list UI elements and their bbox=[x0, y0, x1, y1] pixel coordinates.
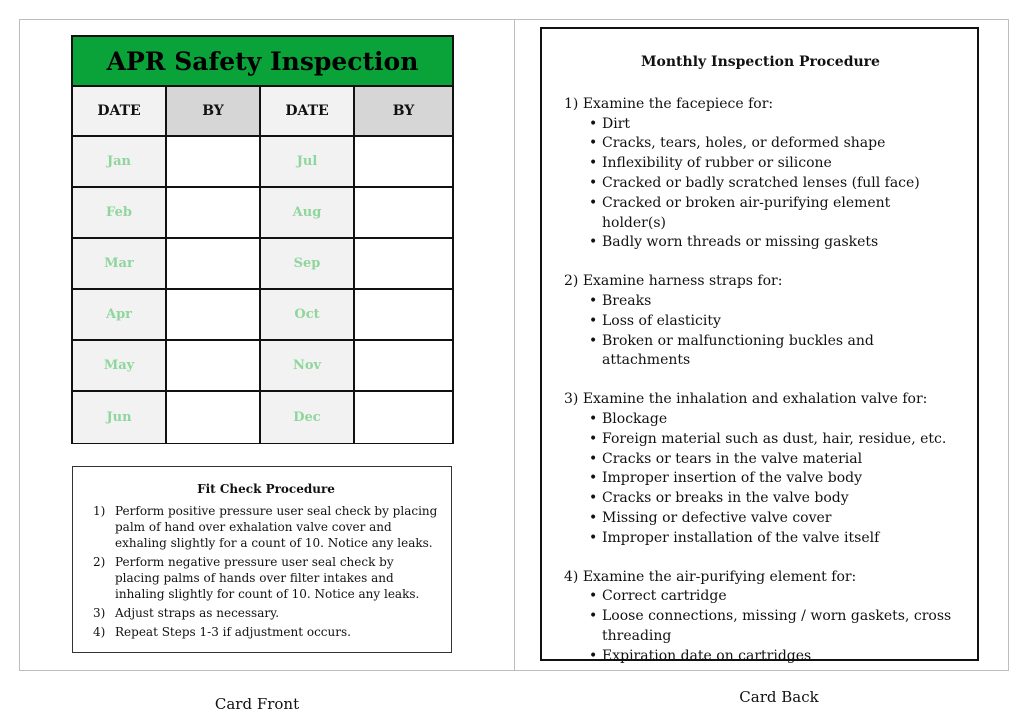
bullet-icon: • bbox=[589, 292, 598, 309]
list-item bbox=[589, 292, 957, 312]
step-number: 4) bbox=[93, 625, 106, 639]
bullet-icon: • bbox=[589, 588, 598, 605]
by-cell-feb[interactable] bbox=[167, 188, 261, 239]
section-heading: 3) Examine the inhalation and exhalation valve for: bbox=[564, 391, 928, 408]
month-cell-apr: Apr bbox=[73, 290, 167, 341]
step-text: Perform positive pressure user seal check by placing palm of hand over exhalation valve cover and exhaling slightly for a count of 10. Notice any leaks. bbox=[115, 504, 438, 550]
bullet-icon: • bbox=[589, 332, 598, 349]
item-text: Loss of elasticity bbox=[602, 312, 721, 329]
bullet-icon: • bbox=[589, 115, 598, 132]
item-text: Foreign material such as dust, hair, residue, etc. bbox=[602, 430, 947, 447]
item-text: Cracks, tears, holes, or deformed shape bbox=[602, 135, 886, 152]
list-item bbox=[589, 607, 957, 647]
section-items bbox=[564, 292, 957, 371]
month-cell-dec: Dec bbox=[261, 392, 355, 443]
list-item bbox=[589, 529, 957, 549]
bullet-icon: • bbox=[589, 194, 598, 211]
list-item bbox=[589, 115, 957, 135]
section-harness bbox=[564, 272, 957, 371]
item-text: Improper installation of the valve itself bbox=[602, 529, 880, 546]
caption-card-front: Card Front bbox=[214, 695, 300, 713]
fit-step bbox=[93, 554, 439, 602]
item-text: Expiration date on cartridges bbox=[602, 647, 812, 664]
list-item bbox=[589, 430, 957, 450]
item-text: Cracked or broken air-purifying element holder(s) bbox=[602, 194, 891, 231]
item-text: Missing or defective valve cover bbox=[602, 509, 832, 526]
section-items bbox=[564, 410, 957, 549]
item-text: Loose connections, missing / worn gaskets, cross threading bbox=[602, 608, 952, 644]
fit-check-title: Fit Check Procedure bbox=[197, 482, 335, 496]
fit-check-steps bbox=[93, 503, 439, 640]
month-cell-aug: Aug bbox=[261, 188, 355, 239]
header-date-right: DATE bbox=[261, 87, 355, 137]
item-text: Correct cartridge bbox=[602, 588, 727, 605]
section-items bbox=[564, 115, 957, 254]
by-cell-oct[interactable] bbox=[355, 290, 452, 341]
section-heading: 2) Examine harness straps for: bbox=[564, 273, 783, 290]
step-number: 3) bbox=[93, 606, 106, 620]
by-cell-jan[interactable] bbox=[167, 137, 261, 188]
list-item bbox=[589, 587, 957, 607]
bullet-icon: • bbox=[589, 234, 598, 251]
item-text: Dirt bbox=[602, 115, 631, 132]
item-text: Cracked or badly scratched lenses (full face) bbox=[602, 174, 920, 191]
fit-step bbox=[93, 503, 439, 551]
list-item bbox=[589, 469, 957, 489]
bullet-icon: • bbox=[589, 470, 598, 487]
by-cell-apr[interactable] bbox=[167, 290, 261, 341]
header-by-left: BY bbox=[167, 87, 261, 137]
month-cell-jul: Jul bbox=[261, 137, 355, 188]
step-text: Repeat Steps 1-3 if adjustment occurs. bbox=[115, 625, 351, 639]
item-text: Breaks bbox=[602, 292, 652, 309]
monthly-title: Monthly Inspection Procedure bbox=[641, 54, 880, 70]
list-item bbox=[589, 194, 957, 234]
month-cell-sep: Sep bbox=[261, 239, 355, 290]
bullet-icon: • bbox=[589, 450, 598, 467]
step-number: 2) bbox=[93, 555, 106, 569]
by-cell-jul[interactable] bbox=[355, 137, 452, 188]
by-cell-may[interactable] bbox=[167, 341, 261, 392]
month-cell-may: May bbox=[73, 341, 167, 392]
section-heading: 1) Examine the facepiece for: bbox=[564, 95, 774, 112]
bullet-icon: • bbox=[589, 312, 598, 329]
item-text: Improper insertion of the valve body bbox=[602, 470, 863, 487]
list-item bbox=[589, 647, 957, 667]
caption-card-back: Card Back bbox=[739, 688, 819, 706]
section-items bbox=[564, 587, 957, 666]
bullet-icon: • bbox=[589, 135, 598, 152]
month-cell-oct: Oct bbox=[261, 290, 355, 341]
item-text: Badly worn threads or missing gaskets bbox=[602, 234, 879, 251]
fit-step bbox=[93, 624, 439, 640]
list-item bbox=[589, 332, 957, 372]
month-cell-nov: Nov bbox=[261, 341, 355, 392]
list-item bbox=[589, 174, 957, 194]
step-number: 1) bbox=[93, 504, 106, 518]
step-text: Perform negative pressure user seal check by placing palms of hands over filter intakes and inhaling slightly for count of 10. Notice any leaks. bbox=[115, 555, 420, 601]
bullet-icon: • bbox=[589, 410, 598, 427]
item-text: Inflexibility of rubber or silicone bbox=[602, 155, 832, 172]
section-facepiece bbox=[564, 95, 957, 253]
bullet-icon: • bbox=[589, 490, 598, 507]
item-text: Cracks or breaks in the valve body bbox=[602, 490, 849, 507]
by-cell-jun[interactable] bbox=[167, 392, 261, 443]
list-item bbox=[589, 154, 957, 174]
fit-step bbox=[93, 605, 439, 621]
bullet-icon: • bbox=[589, 608, 598, 625]
section-valves bbox=[564, 390, 957, 548]
month-cell-jun: Jun bbox=[73, 392, 167, 443]
bullet-icon: • bbox=[589, 529, 598, 546]
fit-check-box bbox=[72, 466, 452, 653]
month-cell-jan: Jan bbox=[73, 137, 167, 188]
bullet-icon: • bbox=[589, 430, 598, 447]
list-item bbox=[589, 489, 957, 509]
bullet-icon: • bbox=[589, 174, 598, 191]
bullet-icon: • bbox=[589, 647, 598, 664]
list-item bbox=[589, 410, 957, 430]
month-cell-feb: Feb bbox=[73, 188, 167, 239]
header-date-left: DATE bbox=[73, 87, 167, 137]
by-cell-mar[interactable] bbox=[167, 239, 261, 290]
list-item bbox=[589, 509, 957, 529]
item-text: Cracks or tears in the valve material bbox=[602, 450, 863, 467]
section-heading: 4) Examine the air-purifying element for: bbox=[564, 568, 857, 585]
header-by-right: BY bbox=[355, 87, 452, 137]
by-cell-sep[interactable] bbox=[355, 239, 452, 290]
by-cell-nov[interactable] bbox=[355, 341, 452, 392]
by-cell-aug[interactable] bbox=[355, 188, 452, 239]
table-title: APR Safety Inspection bbox=[73, 37, 452, 87]
step-text: Adjust straps as necessary. bbox=[115, 606, 280, 620]
month-cell-mar: Mar bbox=[73, 239, 167, 290]
card-divider bbox=[514, 19, 515, 671]
list-item bbox=[589, 312, 957, 332]
inspection-table bbox=[71, 35, 454, 444]
monthly-procedure-box bbox=[540, 27, 979, 664]
bullet-icon: • bbox=[589, 509, 598, 526]
item-text: Blockage bbox=[602, 410, 668, 427]
list-item bbox=[589, 134, 957, 154]
item-text: Broken or malfunctioning buckles and attachments bbox=[602, 332, 874, 369]
bullet-icon: • bbox=[589, 155, 598, 172]
list-item bbox=[589, 450, 957, 470]
section-air-purifying bbox=[564, 568, 957, 667]
list-item bbox=[589, 233, 957, 253]
by-cell-dec[interactable] bbox=[355, 392, 452, 443]
